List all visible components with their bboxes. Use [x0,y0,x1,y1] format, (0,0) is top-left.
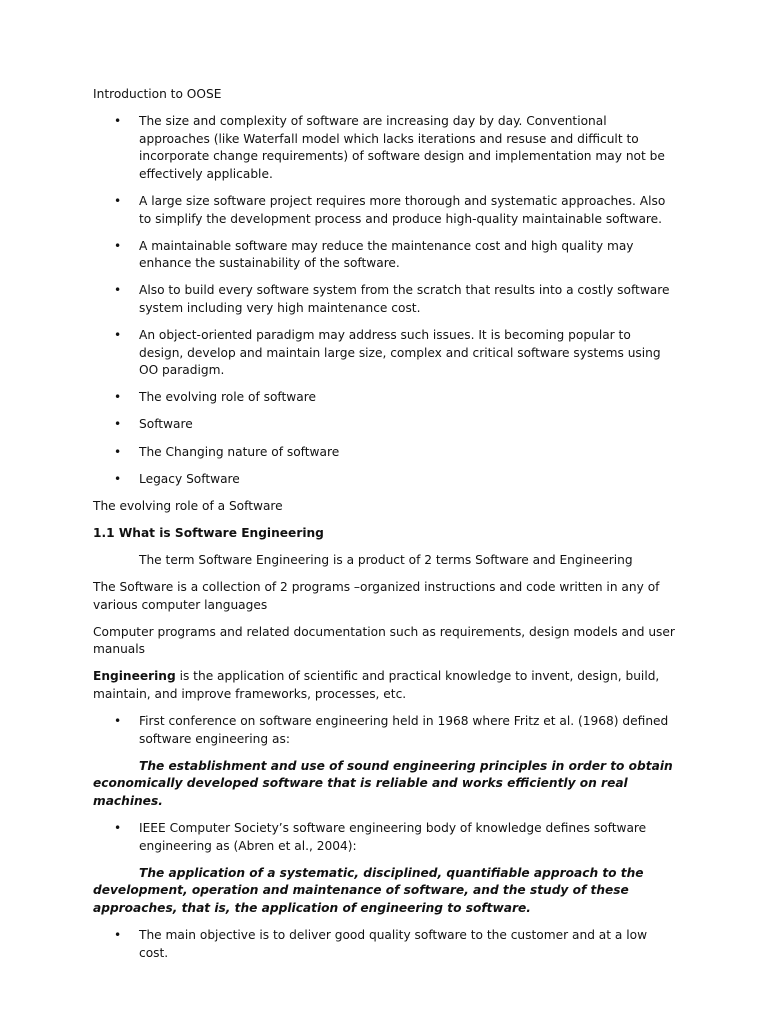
list-item [93,327,678,380]
document-page [93,86,678,972]
intro-bullet-list [93,113,678,488]
engineering-term: Engineering [93,669,176,684]
list-item-text: The Changing nature of software [139,444,340,459]
bullet-icon: • [114,927,122,942]
list-item-text: Legacy Software [139,471,240,486]
list-item [93,444,678,462]
bullet-icon: • [114,390,122,405]
list-item [93,471,678,489]
ieee-definition-quote: The application of a systematic, disciplined, quantifiable approach to the development, operation and maintenance of software, and the study of these approaches, that is, the application of engineering to software. [93,865,644,915]
list-item [93,238,678,273]
list-item [93,389,678,407]
bullet-icon: • [114,114,122,129]
bullet-icon: • [114,193,122,208]
list-item [93,113,678,183]
list-item-text: The evolving role of software [139,390,316,405]
list-item-text: Software [139,417,193,432]
list-item-text: A large size software project requires more thorough and systematic approaches. Also to simplify the development process and produce high-quality maintainable software. [139,193,666,226]
subsection-heading: 1.1 What is Software Engineering [93,525,324,540]
list-item [93,193,678,228]
engineering-definition-paragraph [93,668,678,703]
list-item-text: An object-oriented paradigm may address such issues. It is becoming popular to design, develop and maintain large size, complex and critical software systems using OO paradigm. [139,328,661,378]
engineering-definition-text: is the application of scientific and practical knowledge to invent, design, build, maintain, and improve frameworks, processes, etc. [93,669,660,701]
bullet-icon: • [114,417,122,432]
objective-bullet-list [93,927,678,962]
bullet-icon: • [114,714,122,729]
list-item [93,927,678,962]
bullet-icon: • [114,328,122,343]
intro-title: Introduction to OOSE [93,87,222,101]
list-item-text: A maintainable software may reduce the maintenance cost and high quality may enhance the sustainability of the software. [139,238,634,271]
section-title: The evolving role of a Software [93,498,283,513]
list-item-text: The size and complexity of software are increasing day by day. Conventional approaches (like Waterfall model which lacks iterations and resuse and difficult to incorporate change requirements) of software design and implementation may not be effectively applicable. [139,114,665,181]
list-item-text: IEEE Computer Society’s software engineering body of knowledge defines software engineering as (Abren et al., 2004): [139,821,647,853]
list-item-text: The main objective is to deliver good quality software to the customer and at a low cost. [139,927,648,960]
list-item [93,713,678,748]
term-paragraph: The term Software Engineering is a product of 2 terms Software and Engineering [139,552,633,567]
software-definition-paragraph: The Software is a collection of 2 programs –organized instructions and code written in any of various computer languages [93,579,660,612]
list-item [93,820,678,855]
bullet-icon: • [114,444,122,459]
bullet-icon: • [114,283,122,298]
list-item-text: Also to build every software system from the scratch that results into a costly software system including very high maintenance cost. [139,283,670,315]
list-item [93,282,678,317]
bullet-icon: • [114,821,122,835]
fritz-definition-quote: The establishment and use of sound engineering principles in order to obtain economically developed software that is reliable and works efficiently on real machines. [93,758,673,808]
list-item-text: First conference on software engineering held in 1968 where Fritz et al. (1968) defined software engineering as: [139,714,669,746]
bullet-icon: • [114,471,122,486]
fritz-bullet-list [93,713,678,748]
bullet-icon: • [114,238,122,253]
ieee-bullet-list [93,820,678,855]
list-item [93,416,678,434]
programs-paragraph: Computer programs and related documentation such as requirements, design models and user manuals [93,624,675,657]
